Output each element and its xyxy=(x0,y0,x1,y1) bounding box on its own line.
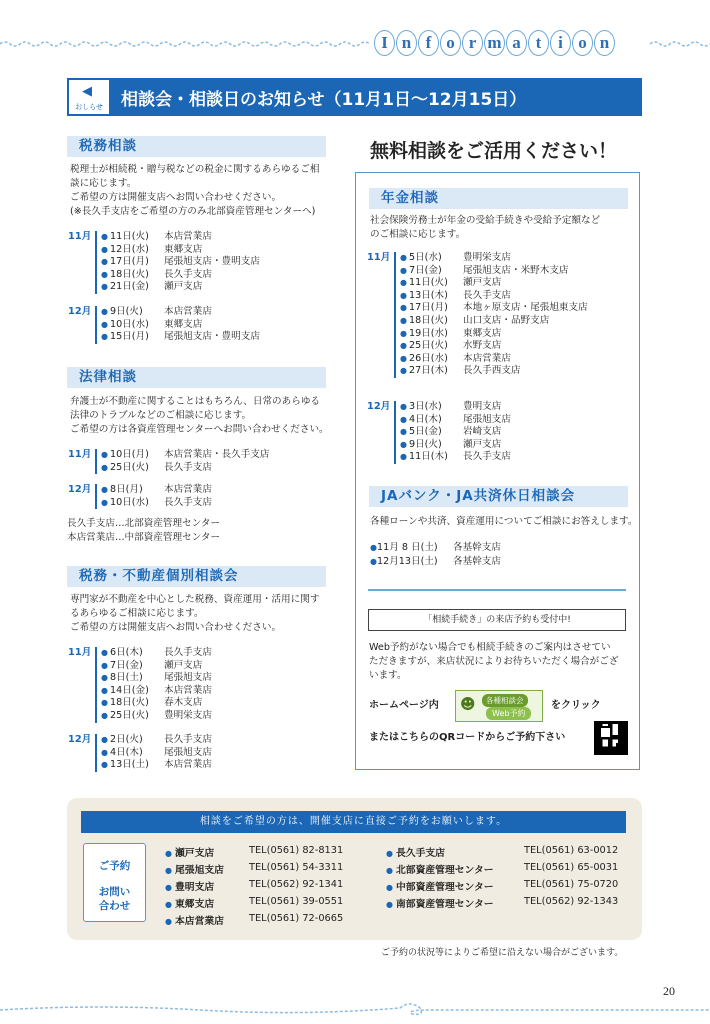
schedule-row xyxy=(101,306,212,319)
jabank-row: ●11月 8 日(土) 各基幹支店 xyxy=(370,542,501,553)
schedule-date: ● 4日(木) xyxy=(400,414,463,427)
contact-phone[interactable]: TEL(0561) 54-3311 xyxy=(249,862,344,873)
schedule-date: ● 10日(水) xyxy=(101,319,164,332)
schedule-row xyxy=(400,290,511,303)
contact-phone[interactable]: TEL(0561) 63-0012 xyxy=(524,845,619,856)
schedule-venue: 本店営業店 xyxy=(164,484,212,495)
schedule-venue: 長久手支店 xyxy=(164,734,212,745)
schedule-venue: 長久手支店 xyxy=(164,268,212,280)
info-letter: m xyxy=(484,30,505,56)
month-bar xyxy=(95,647,97,723)
schedule-row xyxy=(101,449,270,462)
schedule-row xyxy=(400,340,501,353)
month-bar xyxy=(95,449,97,474)
contact-branch: ● 長久手支店 xyxy=(386,845,445,859)
megaphone-icon: ◀ xyxy=(82,84,92,99)
schedule-row xyxy=(101,710,212,723)
schedule-date: ● 7日(金) xyxy=(101,660,164,673)
schedule-date: ● 9日(火) xyxy=(400,439,463,452)
jabank-description: 各種ローンや共済、資産運用についてご相談にお答えします。 xyxy=(370,516,638,527)
schedule-date: ● 18日(火) xyxy=(400,315,463,328)
contact-phone[interactable]: TEL(0561) 65-0031 xyxy=(524,862,619,873)
schedule-row xyxy=(400,439,501,452)
schedule-venue: 尾張旭支店・米野木支店 xyxy=(463,264,569,276)
schedule-date: ● 5日(金) xyxy=(400,426,463,439)
schedule-row xyxy=(101,244,202,257)
schedule-date: ● 2日(火) xyxy=(101,734,164,747)
jabank-venue: 各基幹支店 xyxy=(452,556,501,567)
month-bar xyxy=(394,401,396,464)
schedule-venue: 岩崎支店 xyxy=(463,426,502,438)
tax-heading: 税務相談 xyxy=(67,136,326,157)
schedule-venue: 瀬戸支店 xyxy=(164,281,203,293)
schedule-venue: 豊明支店 xyxy=(463,401,502,412)
jabank-date: 11月 8 日(土) xyxy=(376,542,438,553)
schedule-venue: 山口支店・品野支店 xyxy=(463,315,550,326)
schedule-date: ● 13日(土) xyxy=(101,759,164,772)
law-description: 弁護士が不動産に関することはもちろん、日常のあらゆる 法律のトラブルなどのご相談に応じます。 ご希望の方は各資産管理センターへお問い合わせください。 xyxy=(70,396,329,435)
month-bar xyxy=(95,306,97,344)
schedule-venue: 長久手支店 xyxy=(164,461,212,473)
month-bar xyxy=(95,231,97,294)
schedule-date: ● 27日(木) xyxy=(400,365,463,378)
schedule-row xyxy=(101,697,202,710)
schedule-date: ● 11日(木) xyxy=(400,451,463,464)
schedule-date: ● 21日(金) xyxy=(101,281,164,294)
bottom-wave-decoration xyxy=(0,1000,710,1020)
schedule-venue: 瀬戸支店 xyxy=(463,277,502,289)
schedule-date: ● 18日(火) xyxy=(101,269,164,282)
tax-schedule-nov xyxy=(68,231,328,297)
schedule-venue: 尾張旭支店 xyxy=(164,672,212,684)
schedule-venue: 尾張旭支店・豊明支店 xyxy=(164,331,260,343)
schedule-venue: 春木支店 xyxy=(164,697,203,709)
schedule-date: ● 13日(木) xyxy=(400,290,463,303)
realestate-schedule-dec xyxy=(68,734,328,774)
month-label: 11月 xyxy=(68,647,92,658)
month-label: 12月 xyxy=(68,484,92,495)
schedule-date: ● 25日(火) xyxy=(101,462,164,475)
jabank-date: 12月13日(土) xyxy=(376,556,438,567)
schedule-row xyxy=(101,231,212,244)
souzoku-description: Web予約がない場合でも相続手続きのご案内はさせてい ただきますが、来店状況によりお待ちいただく場合がござ います。 xyxy=(369,642,619,681)
schedule-venue: 長久手支店 xyxy=(463,451,511,463)
schedule-row xyxy=(400,414,511,427)
month-bar xyxy=(394,252,396,378)
contact-phone[interactable]: TEL(0562) 92-1343 xyxy=(524,896,619,907)
realestate-schedule-nov xyxy=(68,647,328,725)
schedule-row xyxy=(101,256,260,269)
schedule-date: ● 11日(火) xyxy=(101,231,164,244)
month-label: 11月 xyxy=(68,231,92,242)
schedule-venue: 瀬戸支店 xyxy=(463,438,502,450)
schedule-date: ● 8日(土) xyxy=(101,672,164,685)
schedule-date: ● 19日(水) xyxy=(400,328,463,341)
realestate-description: 専門家が不動産を中心とした税務、資産運用・活用に関す るあらゆるご相談に応じます。 ご希望の方は開催支店へお問い合わせください。 xyxy=(70,594,320,633)
contact-branch: ● 北部資産管理センター xyxy=(386,862,494,876)
schedule-row xyxy=(101,747,212,760)
contact-branch: ● 瀬戸支店 xyxy=(165,845,214,859)
law-heading: 法律相談 xyxy=(67,367,326,388)
schedule-date: ● 12日(水) xyxy=(101,244,164,257)
schedule-row xyxy=(101,660,202,673)
schedule-row xyxy=(101,685,212,698)
homepage-label: ホームページ内 xyxy=(369,700,439,711)
schedule-row xyxy=(400,328,501,341)
schedule-venue: 東郷支店 xyxy=(164,243,203,255)
schedule-row xyxy=(400,302,588,315)
free-consultation-slogan: 無料相談をご活用ください！ xyxy=(370,140,618,162)
month-label: 11月 xyxy=(68,449,92,460)
schedule-row xyxy=(101,672,212,685)
schedule-venue: 長久手支店 xyxy=(164,496,212,508)
schedule-row xyxy=(400,365,521,378)
info-letter: I xyxy=(374,30,395,56)
info-letter: f xyxy=(418,30,439,56)
contact-branch: ● 本店営業店 xyxy=(165,913,224,927)
month-bar xyxy=(95,484,97,509)
schedule-venue: 本地ヶ原支店・尾張旭東支店 xyxy=(463,302,588,314)
web-button-bottom-label: Web予約 xyxy=(486,707,531,720)
schedule-row xyxy=(400,401,501,414)
divider xyxy=(368,589,626,591)
schedule-date: ● 14日(金) xyxy=(101,685,164,698)
schedule-venue: 長久手西支店 xyxy=(463,365,521,377)
schedule-row xyxy=(101,484,212,497)
schedule-row xyxy=(101,462,212,475)
month-bar xyxy=(95,734,97,772)
schedule-date: ● 4日(木) xyxy=(101,747,164,760)
schedule-date: ● 17日(月) xyxy=(101,256,164,269)
contact-header: 相談をご希望の方は、開催支店に直接ご予約をお願いします。 xyxy=(81,811,626,833)
month-label: 12月 xyxy=(367,401,391,412)
schedule-date: ● 17日(月) xyxy=(400,302,463,315)
schedule-row xyxy=(101,759,212,772)
schedule-date: ● 26日(水) xyxy=(400,353,463,366)
jabank-venue: 各基幹支店 xyxy=(452,542,501,553)
schedule-row xyxy=(101,281,202,294)
schedule-date: ● 25日(火) xyxy=(101,710,164,723)
schedule-venue: 水野支店 xyxy=(463,340,502,352)
banner-title: 相談会・相談日のお知らせ（11月1日〜12月15日） xyxy=(121,89,527,110)
web-button-top-label: 各種相談会 xyxy=(482,694,528,707)
law-schedule-dec xyxy=(68,484,328,511)
schedule-row xyxy=(400,426,501,439)
contact-branch: ● 南部資産管理センター xyxy=(386,896,494,910)
schedule-row xyxy=(101,734,212,747)
schedule-row xyxy=(101,319,202,332)
schedule-date: ● 3日(水) xyxy=(400,401,463,414)
schedule-venue: 長久手支店 xyxy=(463,289,511,301)
info-letter: n xyxy=(594,30,615,56)
schedule-date: ● 10日(月) xyxy=(101,449,164,462)
schedule-date: ● 5日(水) xyxy=(400,252,463,265)
contact-phone[interactable]: TEL(0561) 72-0665 xyxy=(249,913,344,924)
info-letter: t xyxy=(528,30,549,56)
tax-description: 税理士が相続税・贈与税などの税金に関するあらゆるご相 談に応じます。 ご希望の方は開催支店へお問い合わせください。 (※長久手支店をご希望の方のみ北部資産管理センターへ) xyxy=(70,164,320,217)
law-schedule-nov xyxy=(68,449,328,476)
schedule-date: ● 18日(火) xyxy=(101,697,164,710)
contact-phone[interactable]: TEL(0562) 92-1341 xyxy=(249,879,344,890)
qr-code[interactable] xyxy=(594,721,628,755)
schedule-venue: 本店営業店 xyxy=(463,352,511,364)
schedule-venue: 瀬戸支店 xyxy=(164,659,203,671)
schedule-date: ● 11日(火) xyxy=(400,277,463,290)
schedule-row xyxy=(400,315,549,328)
schedule-date: ● 6日(木) xyxy=(101,647,164,660)
contact-branch: ● 中部資産管理センター xyxy=(386,879,494,893)
realestate-heading: 税務・不動産個別相談会 xyxy=(67,566,326,587)
law-notes: 長久手支店…北部資産管理センター 本店営業店…中部資産管理センター xyxy=(67,518,221,543)
schedule-venue: 尾張旭支店 xyxy=(463,413,511,425)
schedule-date: ● 9日(火) xyxy=(101,306,164,319)
schedule-venue: 本店営業店・長久手支店 xyxy=(164,449,270,460)
schedule-venue: 尾張旭支店・豊明支店 xyxy=(164,256,260,268)
qr-label: またはこちらのQRコードからご予約下さい xyxy=(369,732,566,743)
footnote: ご予約の状況等によりご希望に沿えない場合がございます。 xyxy=(381,948,624,958)
schedule-row xyxy=(400,353,511,366)
month-label: 12月 xyxy=(68,306,92,317)
information-title xyxy=(374,30,615,56)
schedule-venue: 東郷支店 xyxy=(463,327,502,339)
contact-label-box: ご予約 お問い 合わせ xyxy=(83,843,146,922)
schedule-venue: 東郷支店 xyxy=(164,318,203,330)
month-label: 12月 xyxy=(68,734,92,745)
contact-phone[interactable]: TEL(0561) 82-8131 xyxy=(249,845,344,856)
schedule-date: ● 10日(水) xyxy=(101,497,164,510)
people-icon: ☻ xyxy=(460,695,476,713)
info-letter: r xyxy=(462,30,483,56)
announcement-banner xyxy=(67,78,642,116)
page-number: 20 xyxy=(663,984,675,998)
info-letter: i xyxy=(550,30,571,56)
jabank-heading: JAバンク・JA共済休日相談会 xyxy=(369,486,628,507)
jabank-schedule xyxy=(370,541,501,569)
info-letter: o xyxy=(572,30,593,56)
schedule-venue: 豊明栄支店 xyxy=(463,252,511,263)
contact-branch: ● 東郷支店 xyxy=(165,896,214,910)
jabank-row: ●12月13日(土) 各基幹支店 xyxy=(370,556,501,567)
pension-schedule-dec xyxy=(367,401,627,465)
schedule-row xyxy=(400,277,501,290)
click-label: をクリック xyxy=(551,700,601,711)
schedule-date: ● 8日(月) xyxy=(101,484,164,497)
contact-phone[interactable]: TEL(0561) 75-0720 xyxy=(524,879,619,890)
souzoku-notice: 「相続手続き」の来店予約も受付中! xyxy=(368,609,626,631)
contact-branch: ● 豊明支店 xyxy=(165,879,214,893)
osirase-badge: ◀ おしらせ xyxy=(67,78,111,116)
schedule-row xyxy=(400,252,511,265)
contact-branch: ● 尾張旭支店 xyxy=(165,862,224,876)
pension-description: 社会保険労務士が年金の受給手続きや受給予定額など のご相談に応じます。 xyxy=(370,215,601,240)
schedule-row xyxy=(400,265,569,278)
contact-phone[interactable]: TEL(0561) 39-0551 xyxy=(249,896,344,907)
schedule-venue: 本店営業店 xyxy=(164,231,212,242)
schedule-venue: 豊明栄支店 xyxy=(164,710,212,721)
schedule-venue: 本店営業店 xyxy=(164,759,212,771)
schedule-row xyxy=(101,497,212,510)
web-reservation-button[interactable] xyxy=(455,690,543,722)
pension-heading: 年金相談 xyxy=(369,188,628,209)
info-letter: n xyxy=(396,30,417,56)
month-label: 11月 xyxy=(367,252,391,263)
schedule-row xyxy=(101,647,212,660)
schedule-row xyxy=(400,451,511,464)
tax-schedule-dec xyxy=(68,306,328,346)
schedule-row xyxy=(101,269,212,282)
schedule-venue: 本店営業店 xyxy=(164,684,212,696)
schedule-venue: 長久手支店 xyxy=(164,647,212,658)
pension-schedule-nov xyxy=(367,252,627,380)
info-letter: o xyxy=(440,30,461,56)
schedule-date: ● 25日(火) xyxy=(400,340,463,353)
schedule-venue: 尾張旭支店 xyxy=(164,746,212,758)
schedule-date: ● 15日(月) xyxy=(101,331,164,344)
schedule-date: ● 7日(金) xyxy=(400,265,463,278)
schedule-row xyxy=(101,331,260,344)
info-letter: a xyxy=(506,30,527,56)
schedule-venue: 本店営業店 xyxy=(164,306,212,317)
